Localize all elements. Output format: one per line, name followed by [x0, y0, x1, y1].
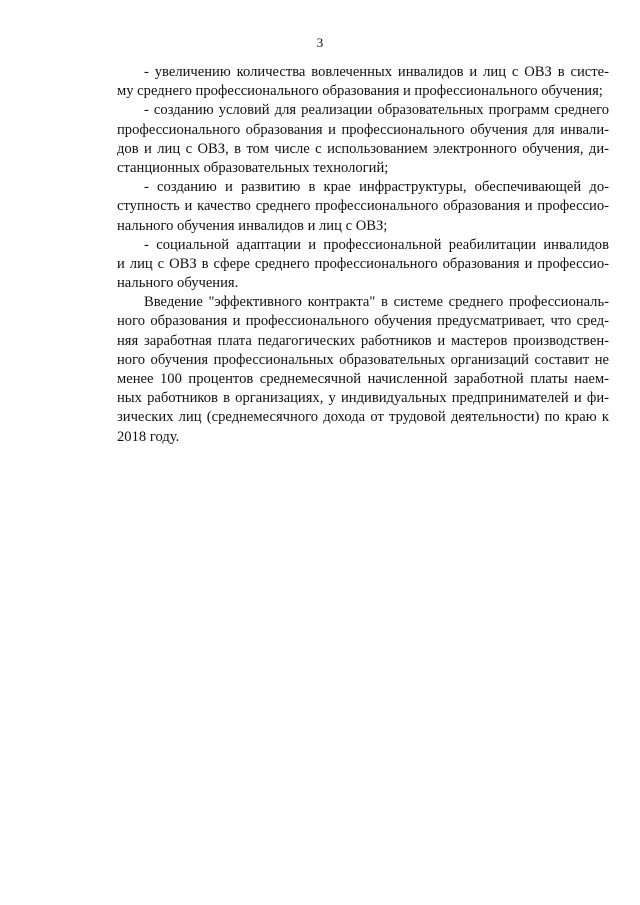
- text-line: ного обучения профессиональных образовательных организаций составит не: [117, 351, 609, 368]
- text-line: станционных образовательных технологий;: [117, 159, 389, 176]
- text-line: ступность и качество среднего профессионального образования и профессио-: [117, 198, 609, 215]
- text-line: нального обучения инвалидов и лиц с ОВЗ;: [117, 217, 388, 234]
- text-line: ного образования и профессионального обучения предусматривает, что сред-: [117, 313, 609, 330]
- text-line: дов и лиц с ОВЗ, в том числе с использованием электронного обучения, ди-: [117, 140, 609, 157]
- text-line: ных работников в организациях, у индивидуальных предпринимателей и фи-: [117, 390, 609, 407]
- text-line: 2018 году.: [117, 428, 180, 445]
- text-line: менее 100 процентов среднемесячной начисленной заработной платы наем-: [117, 371, 609, 387]
- text-line: нального обучения.: [117, 275, 239, 292]
- text-line: зических лиц (среднемесячного дохода от трудовой деятельности) по краю к: [117, 409, 609, 426]
- text-line: - увеличению количества вовлеченных инвалидов и лиц с ОВЗ в систе-: [144, 64, 609, 80]
- text-line: му среднего профессионального образования и профессионального обучения;: [117, 83, 603, 100]
- page-number: 3: [316, 35, 324, 50]
- body-text: [117, 63, 609, 447]
- text-line: - созданию и развитию в крае инфраструктуры, обеспечивающей до-: [144, 179, 609, 196]
- text-line: няя заработная плата педагогических работников и мастеров производствен-: [117, 332, 609, 349]
- text-line: - социальной адаптации и профессиональной реабилитации инвалидов: [144, 236, 609, 253]
- text-line: - созданию условий для реализации образовательных программ среднего: [144, 102, 609, 119]
- text-line: Введение "эффективного контракта" в системе среднего профессиональ-: [144, 294, 609, 311]
- text-line: и лиц с ОВЗ в сфере среднего профессионального образования и профессио-: [117, 255, 609, 272]
- text-line: профессионального образования и профессионального обучения для инвали-: [117, 121, 609, 138]
